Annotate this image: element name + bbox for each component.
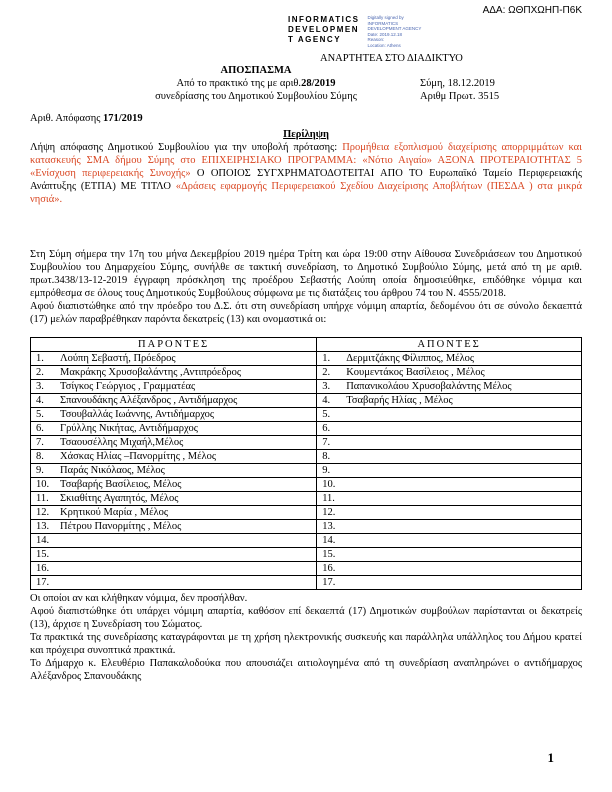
header-line2: συνεδρίασης του Δημοτικού Συμβουλίου Σύμης <box>155 91 357 102</box>
attendance-row <box>31 436 582 450</box>
row-number: 5. <box>322 409 331 420</box>
summary-paragraph <box>30 141 582 206</box>
absent-cell <box>317 478 582 492</box>
row-number: 12. <box>36 507 50 518</box>
body-paragraph-2: Αφού διαπιστώθηκε από την πρόεδρο του Δ.Σ. ότι στη συνεδρίαση υπήρχε νόμιμη απαρτία, δεδομένου ότι σε σύνολο δεκαεπτά (17) μελών παραβρέθηκαν παρόντα δεκατρείς (13) και ονομαστικά οι: <box>30 301 582 325</box>
present-cell <box>31 464 317 478</box>
row-number: 15. <box>36 549 50 560</box>
present-cell <box>31 506 317 520</box>
attendance-row <box>31 534 582 548</box>
signature-details <box>367 15 421 49</box>
row-number: 15. <box>322 549 336 560</box>
signature-detail-line: INFORMATICS <box>367 20 399 26</box>
document-header <box>30 64 582 103</box>
attendance-body <box>31 352 582 590</box>
row-number: 9. <box>322 465 331 476</box>
present-cell <box>31 562 317 576</box>
row-number: 6. <box>322 423 331 434</box>
closing-line-1: Οι οποίοι αν και κλήθηκαν νόμιμα, δεν προσήλθαν. <box>30 593 248 604</box>
member-name: Χάσκας Ηλίας –Πανορμίτης , Μέλος <box>60 451 217 462</box>
header-line1 <box>30 77 482 90</box>
closing-line-3: Τα πρακτικά της συνεδρίασης καταγράφονται με τη χρήση ηλεκτρονικής συσκευής και παράλληλα υπάλληλος του Δήμου κρατεί και πρόχειρα συνοπτικά πρακτικά. <box>30 632 582 656</box>
member-name: Τσαουσέλλης Μιχαήλ,Μέλος <box>60 437 184 448</box>
body-paragraph-1: Στη Σύμη σήμερα την 17η του μήνα Δεκεμβρίου 2019 ημέρα Τρίτη και ώρα 19:00 στην Αίθουσα Συνεδριάσεων του Δημοτικού Συμβουλίου του Δημαρχείου Σύμης, συνήλθε σε τακτική συνεδρίαση, το Δημοτικό Συμβούλιο Σύμης, μετά από τη με αριθ. πρωτ.3438/13-12-2019 έγγραφη πρόσκληση της προέδρου Σεβαστής Λούπη οποία δημοσιεύθηκε, επιδόθηκε νόμιμα και εμπρόθεσμα σε όλους τους Δημοτικούς Συμβούλους σύμφωνα με τις διατάξεις του άρθρου 74 του Ν. 4555/2018. <box>30 249 582 299</box>
row-number: 8. <box>36 451 44 462</box>
summary-segment: Προμήθεια εξοπλισμού διαχείρισης απορριμμάτων και κατασκευής ΣΜΑ δήμου Σύμης στο ΕΠΙΧΕΙΡΗΣΙΑΚΟ ΠΡΟΓΡΑΜΜΑ: «Νότιο Αιγαίο» ΑΞΟΝΑ ΠΡΟΤΕΡΑΙΟΤΗΤΑΣ 5 «Ενίσχυση περιφερειακής Συνοχής» <box>30 142 582 179</box>
present-cell <box>31 478 317 492</box>
present-header: ΠΑΡΟΝΤΕΣ <box>31 338 317 352</box>
absent-cell <box>317 408 582 422</box>
absent-cell <box>317 492 582 506</box>
member-name: Παπανικολάου Χρυσοβαλάντης Μέλος <box>346 381 512 392</box>
document-content <box>30 64 582 683</box>
row-number: 10. <box>36 479 50 490</box>
closing-line-2: Αφού διαπιστώθηκε ότι υπάρχει νόμιμη απαρτία, καθόσον επί δεκαεπτά (17) Δημοτικών συμβούλων παρίστανται οι δεκατρείς (13), άρχισε η Συνεδρίαση του Σώματος. <box>30 606 582 630</box>
present-cell <box>31 408 317 422</box>
absent-cell <box>317 548 582 562</box>
place-date: Σύμη, 18.12.2019 <box>420 78 495 89</box>
absent-cell <box>317 394 582 408</box>
present-cell <box>31 520 317 534</box>
absent-header: ΑΠΟΝΤΕΣ <box>317 338 582 352</box>
absent-cell <box>317 464 582 478</box>
header-right-block <box>420 77 499 103</box>
decision-number-line <box>30 112 582 125</box>
decision-prefix: Αριθ. Απόφασης <box>30 113 103 124</box>
attendance-row <box>31 492 582 506</box>
member-name: Μακράκης Χρυσοβαλάντης ,Αντιπρόεδρος <box>60 367 242 378</box>
attendance-row <box>31 464 582 478</box>
attendance-row <box>31 366 582 380</box>
signature-agency-name <box>288 15 359 45</box>
header-line1-prefix: Από το πρακτικό της με αριθ. <box>176 78 302 89</box>
attendance-row <box>31 548 582 562</box>
member-name: Γρύλλης Νικήτας, Αντιδήμαρχος <box>60 423 198 434</box>
attendance-head <box>31 338 582 352</box>
member-name: Τσαβαρής Βασίλειος, Μέλος <box>60 479 182 490</box>
row-number: 11. <box>36 493 49 504</box>
present-cell <box>31 352 317 366</box>
row-number: 2. <box>322 367 331 378</box>
attendance-row <box>31 520 582 534</box>
row-number: 9. <box>36 465 44 476</box>
row-number: 10. <box>322 479 336 490</box>
attendance-row <box>31 576 582 590</box>
row-number: 7. <box>36 437 44 448</box>
attendance-row <box>31 394 582 408</box>
absent-cell <box>317 380 582 394</box>
signature-agency-line: DEVELOPMEN <box>288 25 360 34</box>
signature-detail-line: Digitally signed by <box>367 15 404 20</box>
present-cell <box>31 436 317 450</box>
present-cell <box>31 450 317 464</box>
apospasma-title: ΑΠΟΣΠΑΣΜΑ <box>220 65 292 76</box>
row-number: 14. <box>322 535 336 546</box>
attendance-row <box>31 562 582 576</box>
present-cell <box>31 422 317 436</box>
row-number: 3. <box>36 381 44 392</box>
summary-segment: Ο ΟΠΟΙΟΣ ΣΥΓΧΡΗΜΑΤΟΔΟΤΕΙΤΑΙ ΑΠΟ ΤΟ Ευρωπαϊκό Ταμείο Περιφερειακής Ανάπτυξης (ΕΤΠΑ) ΜΕ ΤΙΤΛΟ <box>30 168 582 192</box>
attendance-table <box>30 337 582 590</box>
summary-title: Περίληψη <box>283 129 329 140</box>
anartitea-label: ΑΝΑΡΤΗΤΕΑ ΣΤΟ ΔΙΑΔΙΚΤΥΟ <box>320 53 463 64</box>
attendance-row <box>31 422 582 436</box>
row-number: 3. <box>322 381 331 392</box>
row-number: 16. <box>322 563 336 574</box>
attendance-header-row <box>31 338 582 352</box>
member-name: Παράς Νικόλαος, Μέλος <box>60 465 165 476</box>
absent-cell <box>317 562 582 576</box>
present-cell <box>31 394 317 408</box>
present-cell <box>31 492 317 506</box>
ada-code: ΑΔΑ: ΩΘΠΧΩΗΠ-Π6Κ <box>482 5 582 16</box>
absent-cell <box>317 436 582 450</box>
header-center-block <box>30 64 482 103</box>
summary-segment: Λήψη απόφασης Δημοτικού Συμβουλίου για την υποβολή πρότασης: <box>30 142 343 153</box>
row-number: 5. <box>36 409 44 420</box>
attendance-row <box>31 380 582 394</box>
member-name: Τσίγκος Γεώργιος , Γραμματέας <box>60 381 196 392</box>
member-name: Πέτρου Πανορμίτης , Μέλος <box>60 521 182 532</box>
row-number: 8. <box>322 451 331 462</box>
meeting-number: 28/2019 <box>301 78 336 89</box>
absent-cell <box>317 506 582 520</box>
row-number: 4. <box>322 395 331 406</box>
row-number: 2. <box>36 367 44 378</box>
present-cell <box>31 534 317 548</box>
absent-cell <box>317 576 582 590</box>
absent-cell <box>317 366 582 380</box>
row-number: 12. <box>322 507 336 518</box>
row-number: 16. <box>36 563 50 574</box>
member-name: Δερμιτζάκης Φίλιππος, Μέλος <box>346 353 475 364</box>
attendance-row <box>31 506 582 520</box>
absent-cell <box>317 352 582 366</box>
present-cell <box>31 576 317 590</box>
decision-number: 171/2019 <box>102 113 143 124</box>
member-name: Λούπη Σεβαστή, Πρόεδρος <box>60 353 176 364</box>
member-name: Τσουβαλλάς Ιωάννης, Αντιδήμαρχος <box>60 409 215 420</box>
member-name: Σκιαθίτης Αγαπητός, Μέλος <box>60 493 179 504</box>
absent-cell <box>317 422 582 436</box>
digital-signature-block <box>288 15 421 49</box>
row-number: 1. <box>322 353 331 364</box>
row-number: 17. <box>322 577 336 588</box>
attendance-row <box>31 478 582 492</box>
signature-detail-line: Location: Athens <box>367 42 401 48</box>
present-cell <box>31 366 317 380</box>
absent-cell <box>317 534 582 548</box>
row-number: 17. <box>36 577 50 588</box>
row-number: 11. <box>322 493 335 504</box>
row-number: 7. <box>322 437 331 448</box>
member-name: Κουμεντάκος Βασίλειος , Μέλος <box>346 367 485 378</box>
signature-detail-line: Reason: <box>367 37 385 43</box>
signature-agency-line: INFORMATICS <box>288 15 360 24</box>
row-number: 14. <box>36 535 50 546</box>
attendance-row <box>31 352 582 366</box>
row-number: 1. <box>36 353 44 364</box>
member-name: Κρητικού Μαρία , Μέλος <box>60 507 169 518</box>
member-name: Σπανουδάκης Αλέξανδρος , Αντιδήμαρχος <box>60 395 238 406</box>
member-name: Τσαβαρής Ηλίας , Μέλος <box>346 395 453 406</box>
attendance-row <box>31 450 582 464</box>
absent-cell <box>317 450 582 464</box>
row-number: 13. <box>322 521 336 532</box>
row-number: 6. <box>36 423 44 434</box>
absent-cell <box>317 520 582 534</box>
present-cell <box>31 380 317 394</box>
summary-segment: «Δράσεις εφαρμογής Περιφερειακού Σχεδίου Διαχείρισης Αποβλήτων (ΠΕΣΔΑ ) στα μικρά νησιά». <box>30 181 583 205</box>
signature-agency-line: T AGENCY <box>288 35 342 44</box>
signature-detail-line: DEVELOPMENT AGENCY <box>367 26 422 32</box>
page-number: 1 <box>547 750 554 765</box>
row-number: 13. <box>36 521 50 532</box>
row-number: 4. <box>36 395 44 406</box>
closing-line-4: Το Δήμαρχο κ. Ελευθέριο Παπακαλοδούκα που απουσιάζει αιτιολογημένα από τη συνεδρίαση αναπληρώνει ο αντιδήμαρχος Αλέξανδρος Σπανουδάκης <box>30 658 582 682</box>
protocol-number: Αριθμ Πρωτ. 3515 <box>420 91 500 102</box>
attendance-row <box>31 408 582 422</box>
present-cell <box>31 548 317 562</box>
closing-block <box>30 592 582 683</box>
signature-detail-line: Date: 2019.12.18 <box>367 31 402 37</box>
